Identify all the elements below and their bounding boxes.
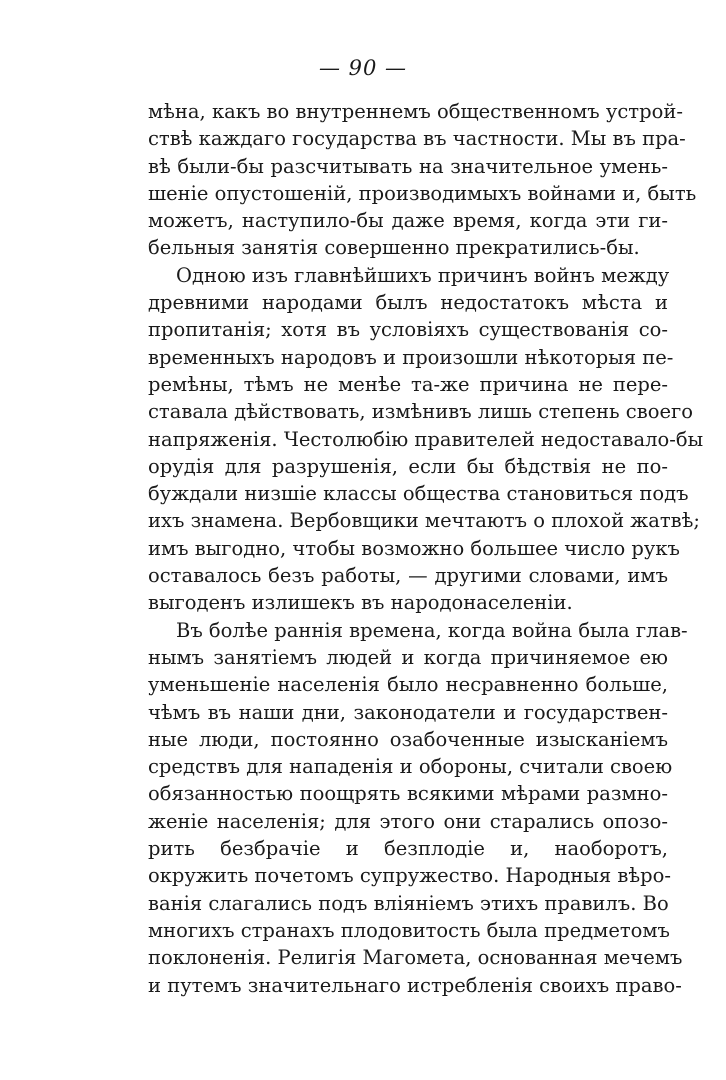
text-line: Въ болѣе раннія времена, когда война была глав- [176, 618, 688, 642]
text-line: окружить почетомъ супружество. Народныя вѣро- [148, 864, 671, 888]
text-line: пропитанія; хотя въ условіяхъ существованія со- [148, 318, 668, 342]
text-line: вѣ были-бы разсчитывать на значительное умень- [148, 154, 668, 178]
text-line: временныхъ народовъ и произошли нѣкоторыя пе- [148, 345, 674, 369]
text-line: напряженія. Честолюбію правителей недоставало-бы [148, 427, 704, 451]
text-line: орудія для разрушенія, если бы бѣдствія не по- [148, 454, 668, 478]
text-line: ствѣ каждаго государства въ частности. Мы въ пра- [148, 127, 686, 151]
text-line: ремѣны, тѣмъ не менѣе та-же причина не пере- [148, 372, 668, 396]
text-line: ставала дѣйствовать, измѣнивъ лишь степень своего [148, 400, 693, 424]
text-line: женіе населенія; для этого они старались опозо- [148, 809, 668, 833]
text-line: древними народами былъ недостатокъ мѣста и [148, 291, 668, 315]
paragraph [148, 262, 704, 617]
text-line: многихъ странахъ плодовитость была предметомъ [148, 918, 670, 942]
paragraph [148, 617, 688, 999]
text-line: выгоденъ излишекъ въ народонаселеніи. [148, 591, 573, 615]
text-line: буждали низшіе классы общества становиться подъ [148, 482, 689, 506]
text-line: ванія слагались подъ вліяніемъ этихъ правилъ. Во [148, 891, 669, 915]
text-line: Одною изъ главнѣйшихъ причинъ войнъ между [176, 263, 670, 287]
text-line: и путемъ значительнаго истребленія своихъ право- [148, 973, 682, 997]
text-line: нымъ занятіемъ людей и когда причиняемое ею [148, 645, 668, 669]
text-line: рить безбрачіе и безплодіе и, наоборотъ, [148, 837, 668, 861]
page-number: — 90 — [318, 56, 408, 80]
text-line: поклоненія. Религія Магомета, основанная мечемъ [148, 946, 683, 970]
body-text [148, 98, 704, 999]
text-line: шеніе опустошеній, производимыхъ войнами и, быть [148, 181, 697, 205]
text-line: средствъ для нападенія и обороны, считали своею [148, 755, 673, 779]
text-line: оставалось безъ работы, — другими словами, имъ [148, 564, 668, 588]
paragraph [148, 98, 697, 262]
text-line: имъ выгодно, чтобы возможно большее число рукъ [148, 536, 680, 560]
text-line: ные люди, постоянно озабоченные изысканіемъ [148, 727, 668, 751]
text-line: ихъ знамена. Вербовщики мечтаютъ о плохой жатвѣ; [148, 509, 700, 533]
text-line: можетъ, наступило-бы даже время, когда эти ги- [148, 209, 668, 233]
text-line: обязанностью поощрять всякими мѣрами размно- [148, 782, 668, 806]
text-line: мѣна, какъ во внутреннемъ общественномъ устрой- [148, 100, 683, 123]
text-line: чѣмъ въ наши дни, законодатели и государствен- [148, 700, 668, 724]
text-line: бельныя занятія совершенно прекратились-бы. [148, 236, 640, 260]
text-line: уменьшеніе населенія было несравненно больше, [148, 673, 668, 697]
